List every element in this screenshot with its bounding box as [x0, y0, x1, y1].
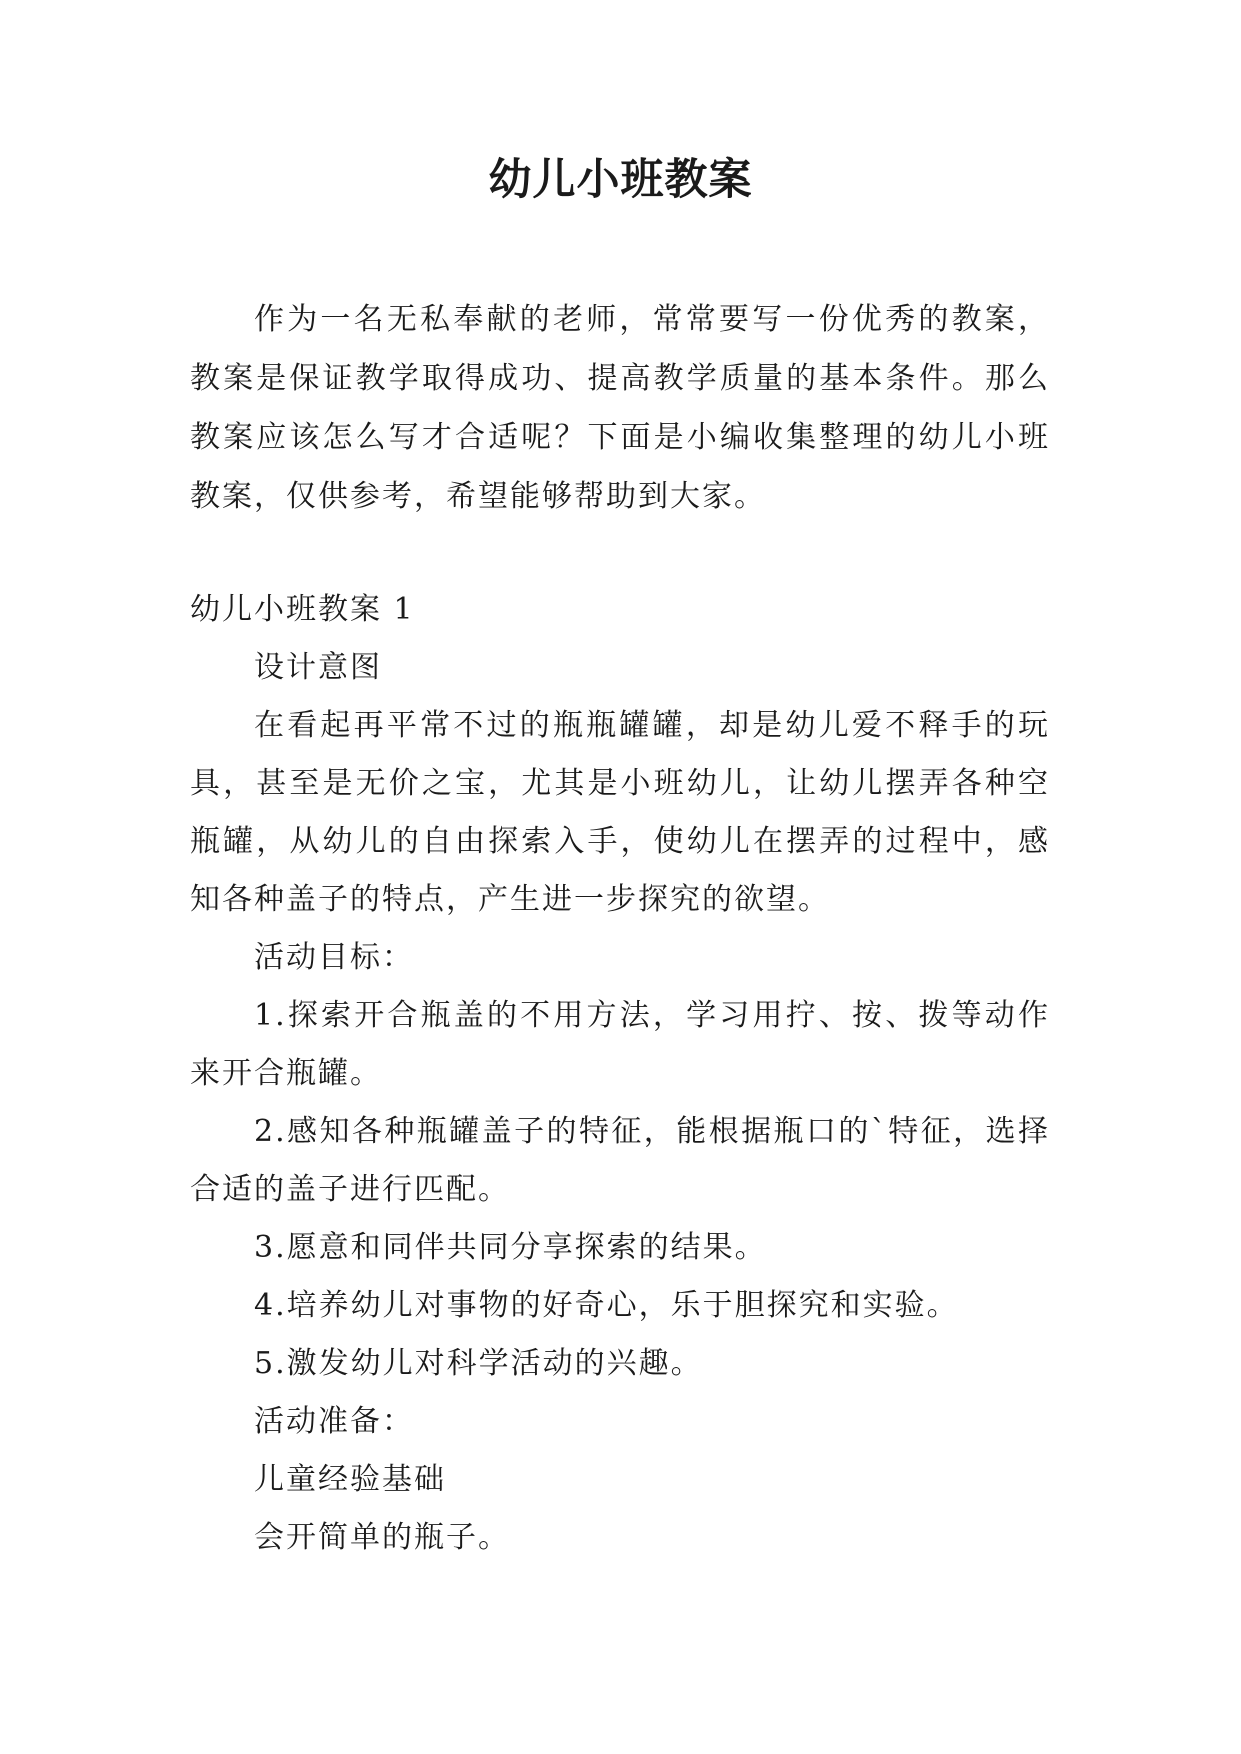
document-body — [190, 290, 1050, 1567]
list-item: 3.愿意和同伴共同分享探索的结果。 — [254, 1230, 767, 1265]
subheading-experience-basis: 儿童经验基础 — [254, 1462, 446, 1497]
intro-paragraph: 作为一名无私奉献的老师，常常要写一份优秀的教案，教案是保证教学取得成功、提高教学质量的基本条件。那么教案应该怎么写才合适呢？下面是小编收集整理的幼儿小班教案，仅供参考，希望能够帮助到大家。 — [190, 302, 1050, 514]
page-title: 幼儿小班教案 — [488, 155, 753, 205]
list-item: 5.激发幼儿对科学活动的兴趣。 — [254, 1346, 703, 1381]
list-item: 4.培养幼儿对事物的好奇心，乐于胆探究和实验。 — [254, 1288, 959, 1323]
body-paragraph: 会开简单的瓶子。 — [254, 1520, 510, 1555]
list-item: 2.感知各种瓶罐盖子的特征，能根据瓶口的`特征，选择合适的盖子进行匹配。 — [190, 1114, 1050, 1207]
subheading-activity-preparation: 活动准备： — [254, 1404, 414, 1439]
subheading-design-intent: 设计意图 — [254, 650, 382, 685]
body-paragraph: 在看起再平常不过的瓶瓶罐罐，却是幼儿爱不释手的玩具，甚至是无价之宝，尤其是小班幼儿，让幼儿摆弄各种空瓶罐，从幼儿的自由探索入手，使幼儿在摆弄的过程中，感知各种盖子的特点，产生进一步探究的欲望。 — [190, 708, 1050, 917]
subheading-activity-goals: 活动目标： — [254, 940, 414, 975]
section-heading: 幼儿小班教案 1 — [190, 592, 415, 627]
list-item: 1.探索开合瓶盖的不用方法，学习用拧、按、拨等动作来开合瓶罐。 — [190, 998, 1050, 1091]
